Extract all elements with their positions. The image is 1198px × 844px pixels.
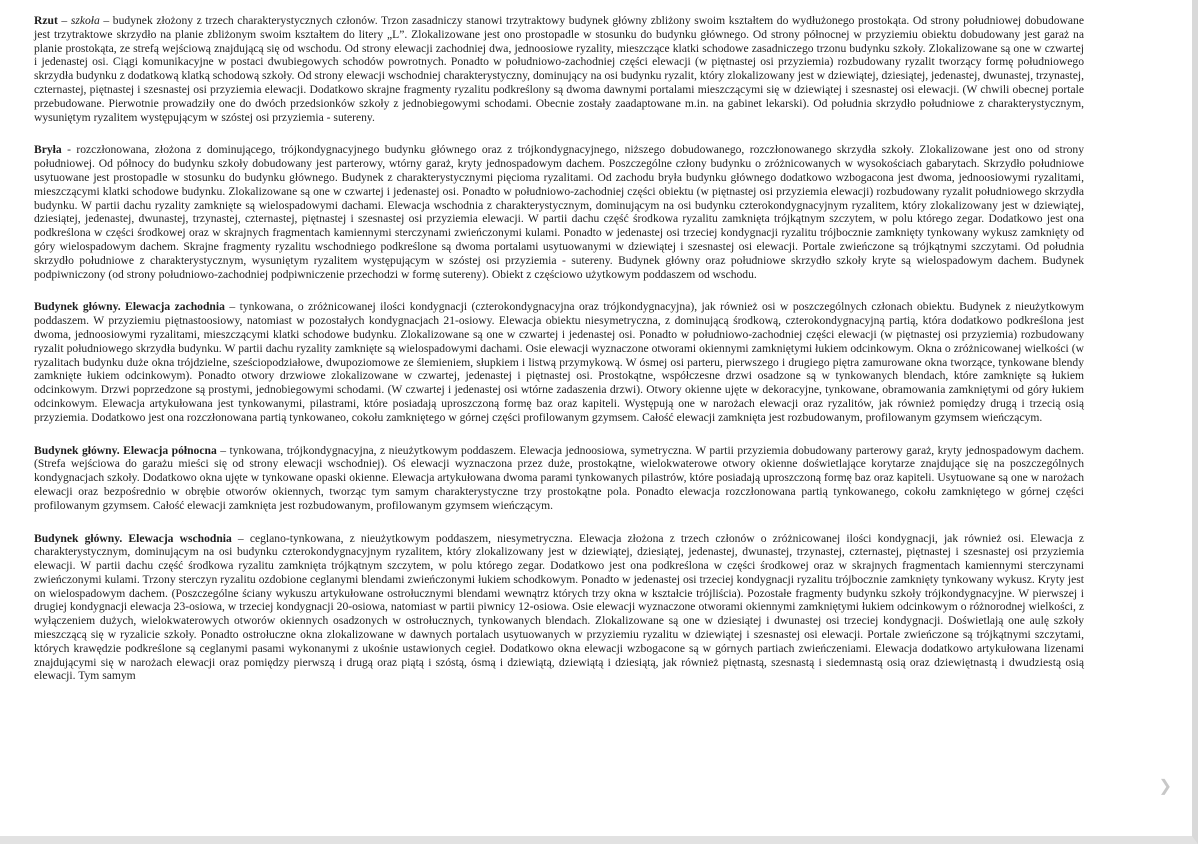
paragraph-text: – budynek złożony z trzech charakterystycznych członów. Trzon zasadniczy stanowi trzytraktowy budynek główny zbliżony swoim kształtem do wydłużonego prostokąta. Od strony południowej dobudowane jest trzytraktowe skrzydło na planie zbliżonym swoim kształtem do litery „L”. Zlokalizowane jest ono prostopadle w stosunku do budynku głównego. Od strony północnej w przyziemiu obiektu dobudowany jest garaż na planie prostokąta, ze strefą wejściową znajdującą się od wschodu. Od strony elewacji zachodniej dwa, jednoosiowe ryzality, mieszczące klatki schodowe zasadniczego trzonu budynku szkoły. Zlokalizowane są one w czwartej i jedenastej osi. Ciągi komunikacyjne w postaci dwubiegowych schodów powrotnych. Ponadto w południowo-zachodniej części elewacji (w piętnastej osi przyziemia) rozbudowany ryzalit tworzący formę południowego skrzydła budynku z dodatkową klatką schodową szkoły. Od strony elewacji wschodniej charakterystyczny, dominujący na osi budynku ryzalit, który zlokalizowany jest w dziewiątej, dziesiątej, jedenastej, dwunastej, trzynastej, czternastej, piętnastej i szesnastej osi przyziemia elewacji. Dodatkowo skrajne fragmenty ryzalitu podkreślony są dwoma dawnymi portalami mieszczącymi się w dziewiątej i szesnastej osi elewacji. (W chwili obecnej portale przebudowane. Pierwotnie prowadziły one do dwóch przedsionków szkoły z jednobiegowymi schodami. Obecnie zostały zaadaptowane m.in. na gabinet lekarski). Od południa skrzydło południowe z charakterystycznym, wysuniętym ryzalitem występującym w szóstej osi przyziemia - sutereny. <box>34 14 1084 124</box>
paragraph-lead: Budynek główny. Elewacja zachodnia <box>34 300 225 314</box>
paragraph-lead: Rzut <box>34 14 58 27</box>
paragraph-emphasis: szkoła <box>70 14 100 27</box>
paragraph-lead: Budynek główny. Elewacja wschodnia <box>34 531 232 545</box>
paragraph-rzut: Rzut – szkoła – budynek złożony z trzech charakterystycznych członów. Trzon zasadniczy stanowi trzytraktowy budynek główny zbliżony swoim kształtem do wydłużonego prostokąta. Od strony południowej dobudowane jest trzytraktowe skrzydło na planie zbliżonym swoim kształtem do litery „L”. Zlokalizowane jest ono prostopadle w stosunku do budynku głównego. Od strony północnej w przyziemiu obiektu dobudowany jest garaż na planie prostokąta, ze strefą wejściową znajdującą się od wschodu. Od strony elewacji zachodniej dwa, jednoosiowe ryzality, mieszczące klatki schodowe zasadniczego trzonu budynku szkoły. Zlokalizowane są one w czwartej i jedenastej osi. Ciągi komunikacyjne w postaci dwubiegowych schodów powrotnych. Ponadto w południowo-zachodniej części elewacji (w piętnastej osi przyziemia) rozbudowany ryzalit tworzący formę południowego skrzydła budynku z dodatkową klatką schodową szkoły. Od strony elewacji wschodniej charakterystyczny, dominujący na osi budynku ryzalit, który zlokalizowany jest w dziewiątej, dziesiątej, jedenastej, dwunastej, trzynastej, czternastej, piętnastej i szesnastej osi przyziemia elewacji. Dodatkowo skrajne fragmenty ryzalitu podkreślony są dwoma dawnymi portalami mieszczącymi się w dziewiątej i szesnastej osi elewacji. (W chwili obecnej portale przebudowane. Pierwotnie prowadziły one do dwóch przedsionków szkoły z jednobiegowymi schodami. Obecnie zostały zaadaptowane m.in. na gabinet lekarski). Od południa skrzydło południowe z charakterystycznym, wysuniętym ryzalitem występującym w szóstej osi przyziemia - sutereny. <box>34 14 1084 124</box>
paragraph-bryla <box>34 143 1084 281</box>
page-corner-arrow-icon: ❯ <box>1158 778 1172 795</box>
paragraph-text: - rozczłonowana, złożona z dominującego, trójkondygnacyjnego budynku głównego oraz z trójkondygnacyjnego, niższego dobudowanego, rozczłonowanego skrzydła szkoły. Zlokalizowane jest ono od strony południowej. Od północy do budynku szkoły dobudowany jest parterowy, wtórny garaż, kryty jednospadowym dachem. Poszczególne człony budynku o zróżnicowanych w wysokościach gabarytach. Skrzydło południowe usytuowane jest prostopadle w stosunku do budynku głównego. Budynek z charakterystycznymi pięcioma ryzalitami. Od zachodu bryła budynku głównego dodatkowo wzbogacona jest dwoma, jednoosiowymi ryzalitami, mieszczącymi klatki schodowe budynku. Zlokalizowane są one w czwartej i jedenastej osi. Ponadto w południowo-zachodniej części obiektu (w piętnastej osi przyziemia elewacji) rozbudowany ryzalit południowego skrzydła budynku. W partii dachu ryzality zamknięte są wielospadowymi dachami. Elewacja wschodnia z charakterystycznym, dominującym na osi budynku czterokondygnacyjnym ryzalitem, który zlokalizowany jest w dziewiątej, dziesiątej, jedenastej, dwunastej, trzynastej, czternastej, piętnastej i szesnastej osi przyziemia elewacji. W partii dachu część środkowa ryzalitu zamknięta trójkątnym szczytem, w polu którego zegar. Dodatkowo jest ona podkreślona w części środkowej oraz w skrajnych fragmentach kamiennymi sterczynami zwieńczonymi kulami. Ponadto w jedenastej osi trzeciej kondygnacji ryzalitu trójbocznie zamknięty tynkowany wykusz zamknięty od góry wielospadowym dachem. Skrajne fragmenty ryzalitu wschodniego podkreślone są dwoma portalami usytuowanymi w dziewiątej i szesnastej osi elewacji. Portale zwieńczone są trójkątnymi szczytami. Od południa skrzydło południowe z charakterystycznym, wysuniętym ryzalitem występującym w szóstej osi przyziemia - sutereny. Budynek główny oraz południowe skrzydło szkoły kryte są wielospadowym dachem. Budynek podpiwniczony (od strony południowo-zachodniej podpiwniczenie przechodzi w formę sutereny). Obiekt z częściowo użytkowym poddaszem od wschodu. <box>34 143 1084 281</box>
document-body <box>34 14 1084 702</box>
paragraph-lead: Budynek główny. Elewacja północna <box>34 443 217 457</box>
paragraph-lead: Bryła <box>34 143 62 157</box>
paragraph-text: – tynkowana, o zróżnicowanej ilości kondygnacji (czterokondygnacyjna oraz trójkondygnacyjna), jak również osi w poszczególnych członach obiektu. Budynek z nieużytkowym poddaszem. W przyziemiu piętnastoosiowy, natomiast w pozostałych kondygnacjach 21-osiowy. Elewacja obiektu niesymetryczna, z dominującą środkową, czterokondygnacyjną partią, która dodatkowo podkreślona jest dwoma, jednoosiowymi ryzalitami, mieszczącymi klatki schodowe budynku. Zlokalizowane są one w czwartej i jedenastej osi. Ponadto w południowo-zachodniej części elewacji (w piętnastej osi przyziemia) rozbudowany ryzalit południowego skrzydła budynku. W partii dachu ryzality zamknięte są wielospadowymi dachami. Osie elewacji wyznaczone otworami okiennymi zamkniętymi łukiem odcinkowym. Okna o zróżnicowanej wielkości (w ryzalitach budynku duże okna trójdzielne, sześciopodziałowe, dwupoziomowe ze ślemieniem, słupkiem i listwą przymykową. W ósmej osi parteru, pierwszego i drugiego piętra zamurowane okna tworzące, tynkowane blendy zamknięte łukiem odcinkowym). Ponadto otwory drzwiowe zlokalizowane w czwartej, jedenastej i piętnastej osi. Prostokątne, współczesne drzwi osadzone są w tynkowanych blendach, które zamknięte są łukiem odcinkowym. Drzwi poprzedzone są prostymi, jednobiegowymi schodami. (W czwartej i jedenastej osi wtórne zadaszenia drzwi). Otwory okienne ujęte w dekoracyjne, tynkowane, obramowania zamkniętymi od góry łukiem odcinkowym. Elewacja artykułowana jest tynkowanymi, pilastrami, które posiadają uproszczoną formę baz oraz kapiteli. Występują one w narożach elewacji oraz ryzalitów, jak również pomiędzy drugą i trzecią osią przyziemia. Dodatkowo jest ona rozczłonowana partią tynkowaneo, cokołu zamkniętego w górnej części profilowanym gzymsem. Całość elewacji zamknięta jest rozbudowanym, profilowanym gzymsem wieńczącym. <box>34 300 1084 424</box>
paragraph-text: – ceglano-tynkowana, z nieużytkowym poddaszem, niesymetryczna. Elewacja złożona z trzech członów o zróżnicowanej ilości kondygnacji, jak również osi. Elewacja z charakterystycznym, dominującym na osi budynku czterokondygnacyjnym ryzalitem, który zlokalizowany jest w dziewiątej, dziesiątej, jedenastej, dwunastej, trzynastej, czternastej, piętnastej i szesnastej osi przyziemia elewacji. W partii dachu część środkowa ryzalitu zamknięta trójkątnym szczytem, w polu którego zegar. Dodatkowo jest ona podkreślona w części środkowej oraz w skrajnych fragmentach kamiennymi sterczynami zwieńczonymi kulami. Trzony sterczyn ryzalitu ozdobione ceglanymi blendami zwieńczonymi łukiem schodkowym. Ponadto w jedenastej osi trzeciej kondygnacji ryzalitu trójbocznie zamknięty tynkowany wykusz. Kryty jest on wielospadowym dachem. (Poszczególne ściany wykuszu artykułowane ostrołucznymi blendami wewnątrz których trzy okna w kształcie trójliścia). Pozostałe fragmenty budynku szkoły trójkondygnacyjne. W pierwszej i drugiej kondygnacji elewacja 23-osiowa, w trzeciej kondygnacji 20-osiowa, natomiast w partii piwnicy 12-osiowa. Osie elewacji wyznaczone otworami okiennymi zamkniętymi łukiem odcinkowym o różnorodnej wielkości, z wyłączeniem dużych, wielokwaterowych otworów okiennych osadzonych w ostrołucznych, tynkowanych blendach. Zlokalizowane są one w dziesiątej i dwunastej osi trzeciej kondygnacji. Doświetlają one aulę szkoły mieszczącą się w ryzalicie szkoły. Ponadto ostrołuczne okna zlokalizowane w dawnych portalach usytuowanych w przyziemiu ryzalitu w dziewiątej i szesnastej osi elewacji. Portale zwieńczone są trójkątnymi szczytami, których krawędzie podkreślone są ceglanymi pasami wykonanymi z ukośnie ustawionych cegieł. Dodatkowo okna elewacji wzbogacone są w górnych partiach zwieńczeniami. Elewacja dodatkowo artykułowana lizenami znajdującymi się w narożach elewacji oraz pomiędzy pierwszą i drugą oraz piątą i szóstą, ósmą i dziewiątą, dziewiątą i dziesiątą, jak również piętnastą, szesnastą i siedemnastą osią oraz dziewiętnastą i dwudziestą osią elewacji. Tym samym <box>34 531 1084 683</box>
paragraph-elewacja-polnocna <box>34 444 1084 513</box>
paragraph-elewacja-wschodnia <box>34 532 1084 684</box>
paragraph-elewacja-zachodnia <box>34 300 1084 424</box>
paragraph-text: – tynkowana, trójkondygnacyjna, z nieużytkowym poddaszem. Elewacja jednoosiowa, symetryczna. W partii przyziemia dobudowany parterowy garaż, kryty jednospadowym dachem. (Strefa wejściowa do garażu mieści się od strony elewacji wschodniej). Oś elewacji wyznaczona przez duże, prostokątne, wielokwaterowe otwory okienne doświetlające korytarze znajdujące się na poszczególnych kondygnacjach szkoły. Dodatkowo okna ujęte w tynkowane opaski okienne. Elewacja artykułowana dwoma parami tynkowanych pilastrów, które posiadają uproszczoną formę baz oraz kapiteli. Usytuowane są one w narożach elewacji oraz bezpośrednio w obrębie otworów okiennych, tworząc tym samym charakterystyczne trzy prostokątne pola. Ponadto elewacja rozczłonowana partią tynkowanego, cokołu zamkniętego w górnej części profilowanym gzymsem. Całość elewacji zamknięta jest rozbudowanym, profilowanym gzymsem wieńczącym. <box>34 443 1084 512</box>
